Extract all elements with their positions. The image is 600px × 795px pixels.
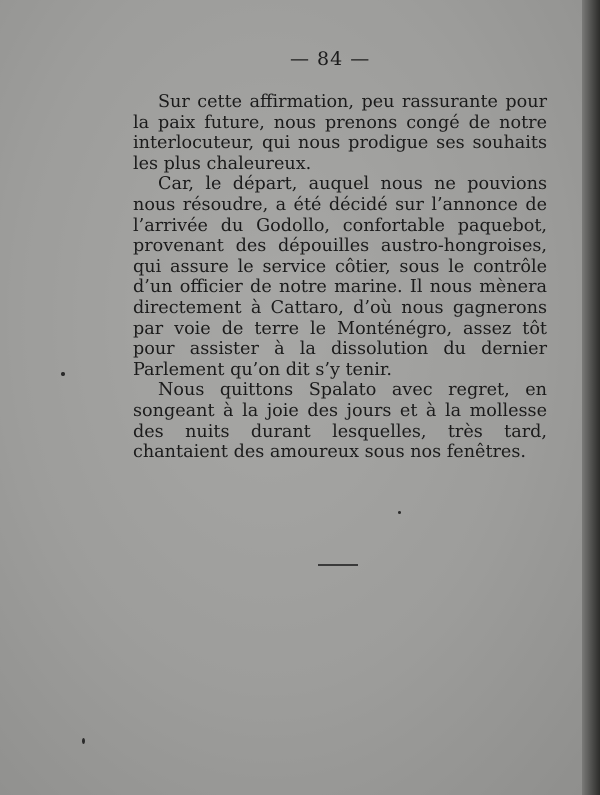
ink-speck — [398, 511, 401, 514]
body-text — [133, 92, 547, 463]
paragraph-2: Car, le départ, auquel nous ne pouvions nous résoudre, a été décidé sur l’annonce de l’arrivée du Godollo, confortable paquebot, provenant des dépouilles austro-hongroises, qui assure le service côtier, sous le contrôle d’un officier de notre marine. Il nous mènera directement à Cattaro, d’où nous gagnerons par voie de terre le Monténégro, assez tôt pour assister à la dissolution du dernier Parlement qu’on dit s’y tenir. — [133, 174, 547, 380]
paragraph-1: Sur cette affirmation, peu rassurante pour la paix future, nous prenons congé de notre interlocuteur, qui nous prodigue ses souhaits les plus chaleureux. — [133, 92, 547, 174]
closing-rule — [318, 564, 358, 566]
ink-speck — [82, 738, 85, 744]
ink-speck — [61, 372, 65, 376]
page-number: — 84 — — [290, 48, 371, 70]
paragraph-3: Nous quittons Spalato avec regret, en songeant à la joie des jours et à la mollesse des nuits durant lesquelles, très tard, chantaient des amoureux sous nos fenêtres. — [133, 380, 547, 463]
page-edge-shadow — [582, 0, 600, 795]
